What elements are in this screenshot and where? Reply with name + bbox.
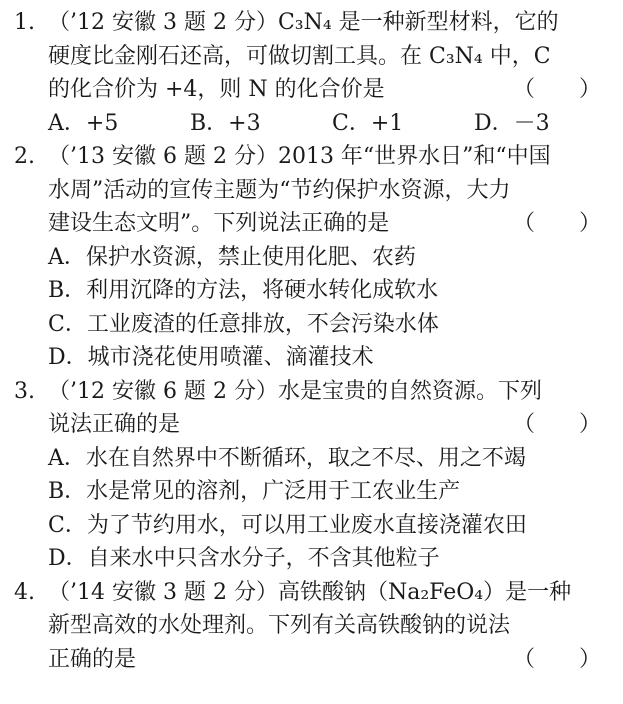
question-3-option-d[interactable]: D．自来水中只含水分子，不含其他粒子: [48, 546, 440, 571]
question-2-line-2: 水周”活动的宣传主题为“节约保护水资源，大力: [48, 177, 511, 203]
question-3-line-2: [14, 408, 609, 442]
question-2-text-3: 建设生态文明”。下列说法正确的是: [48, 211, 390, 236]
question-1-option-a[interactable]: A．+5: [48, 110, 119, 136]
question-1-text-3: 的化合价为 +4，则 N 的化合价是: [48, 77, 385, 102]
question-2-option-a[interactable]: A．保护水资源，禁止使用化肥、农药: [48, 244, 416, 270]
question-3-number: 3.: [14, 378, 35, 404]
question-3-option-b[interactable]: B．水是常见的溶剂，广泛用于工农业生产: [48, 479, 461, 504]
question-2: [14, 140, 609, 375]
question-1-option-d[interactable]: D．－3: [474, 110, 550, 136]
question-4-number: 4.: [14, 579, 35, 605]
question-4-text-1: （’14 安徽 3 题 2 分）高铁酸钠（Na₂FeO₄）是一种: [48, 579, 572, 605]
question-1-number: 1.: [14, 10, 35, 35]
question-1-text-1: （’12 安徽 3 题 2 分）C₃N₄ 是一种新型材料，它的: [48, 10, 559, 35]
question-4: [14, 576, 609, 677]
question-3-text-2: 说法正确的是: [48, 412, 181, 437]
question-2-line-1: [14, 140, 609, 174]
question-4-text-3: 正确的是: [48, 646, 137, 672]
question-2-text-1: （’13 安徽 6 题 2 分）2013 年“世界水日”和“中国: [48, 144, 551, 169]
question-2-option-b[interactable]: B．利用沉降的方法，将硬水转化成软水: [48, 278, 439, 303]
question-4-answer-blank[interactable]: （ ）: [512, 646, 601, 672]
question-1-line-2: 硬度比金刚石还高，可做切割工具。在 C₃N₄ 中，C: [48, 43, 551, 69]
question-4-line-3: [14, 643, 609, 677]
question-2-answer-blank[interactable]: （ ）: [512, 211, 601, 236]
question-3: [14, 375, 609, 576]
question-2-number: 2.: [14, 144, 35, 169]
question-1-line-3: [14, 73, 609, 107]
question-3-text-1: （’12 安徽 6 题 2 分）水是宝贵的自然资源。下列: [48, 378, 542, 404]
question-3-answer-blank[interactable]: （ ）: [512, 412, 601, 437]
question-2-line-3: [14, 207, 609, 241]
question-1-answer-blank[interactable]: （ ）: [512, 77, 601, 102]
question-1-option-b[interactable]: B．+3: [190, 110, 261, 136]
question-2-option-c[interactable]: C．工业废渣的任意排放，不会污染水体: [48, 311, 439, 337]
question-3-option-c[interactable]: C．为了节约用水，可以用工业废水直接浇灌农田: [48, 512, 527, 538]
question-1-line-1: [14, 6, 609, 40]
question-1-options: [14, 107, 609, 141]
question-1-option-c[interactable]: C．+1: [332, 110, 404, 136]
question-4-line-1: [14, 576, 609, 610]
question-2-option-d[interactable]: D．城市浇花使用喷灌、滴灌技术: [48, 345, 374, 370]
question-4-line-2: 新型高效的水处理剂。下列有关高铁酸钠的说法: [48, 613, 511, 638]
question-1: [14, 6, 609, 140]
question-3-line-1: [14, 375, 609, 409]
question-3-option-a[interactable]: A．水在自然界中不断循环，取之不尽、用之不竭: [48, 445, 526, 471]
